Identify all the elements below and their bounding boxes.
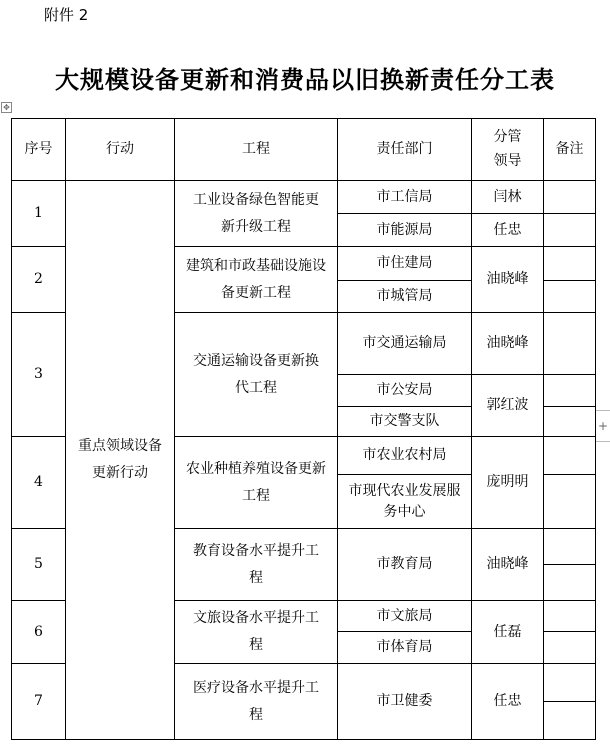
note-cell [544,702,596,740]
leader-cell: 庞明明 [472,437,544,529]
note-cell [544,407,596,437]
seq-cell: 6 [12,601,66,664]
leader-cell: 油晓峰 [472,529,544,601]
note-cell [544,214,596,247]
table-add-column-icon[interactable]: + [595,410,610,442]
header-action: 行动 [66,119,175,181]
leader-cell: 油晓峰 [472,313,544,375]
leader-cell: 任忠 [472,664,544,740]
dept-cell: 市交通运输局 [338,313,472,375]
project-cell: 建筑和市政基础设施设备更新工程 [175,247,338,313]
dept-cell: 市现代农业发展服务中心 [338,475,472,529]
dept-cell: 市住建局 [338,247,472,281]
project-cell: 交通运输设备更新换代工程 [175,313,338,437]
leader-cell: 油晓峰 [472,247,544,313]
leader-cell: 任忠 [472,214,544,247]
dept-cell: 市农业农村局 [338,437,472,475]
project-cell: 医疗设备水平提升工程 [175,664,338,740]
note-cell [544,247,596,281]
responsibility-table [11,118,596,740]
table-row [12,181,596,214]
seq-cell: 2 [12,247,66,313]
seq-cell: 4 [12,437,66,529]
leader-cell: 任磊 [472,601,544,664]
note-cell [544,632,596,664]
dept-cell: 市文旅局 [338,601,472,632]
leader-cell: 郭红波 [472,375,544,437]
dept-cell: 市教育局 [338,529,472,601]
attachment-label: 附件 2 [44,6,89,24]
project-cell: 工业设备绿色智能更新升级工程 [175,181,338,247]
seq-cell: 5 [12,529,66,601]
page-title: 大规模设备更新和消费品以旧换新责任分工表 [55,65,555,94]
note-cell [544,601,596,632]
note-cell [544,475,596,529]
note-cell [544,437,596,475]
action-cell: 重点领域设备更新行动 [66,181,175,740]
dept-cell: 市公安局 [338,375,472,407]
dept-cell: 市体育局 [338,632,472,664]
dept-cell: 市工信局 [338,181,472,214]
project-cell: 教育设备水平提升工程 [175,529,338,601]
project-cell: 农业种植养殖设备更新工程 [175,437,338,529]
note-cell [544,181,596,214]
note-cell [544,664,596,702]
dept-cell: 市交警支队 [338,407,472,437]
header-dept: 责任部门 [338,119,472,181]
project-cell: 文旅设备水平提升工程 [175,601,338,664]
table-move-handle-icon[interactable]: ✥ [1,102,12,113]
dept-cell: 市卫健委 [338,664,472,740]
leader-cell: 闫林 [472,181,544,214]
note-cell [544,375,596,407]
table-header-row [12,119,596,181]
note-cell [544,313,596,375]
note-cell [544,565,596,601]
note-cell [544,281,596,313]
header-project: 工程 [175,119,338,181]
note-cell [544,529,596,565]
header-leader: 分管 领导 [472,119,544,181]
dept-cell: 市城管局 [338,281,472,313]
header-seq: 序号 [12,119,66,181]
dept-cell: 市能源局 [338,214,472,247]
seq-cell: 7 [12,664,66,740]
seq-cell: 3 [12,313,66,437]
header-note: 备注 [544,119,596,181]
seq-cell: 1 [12,181,66,247]
